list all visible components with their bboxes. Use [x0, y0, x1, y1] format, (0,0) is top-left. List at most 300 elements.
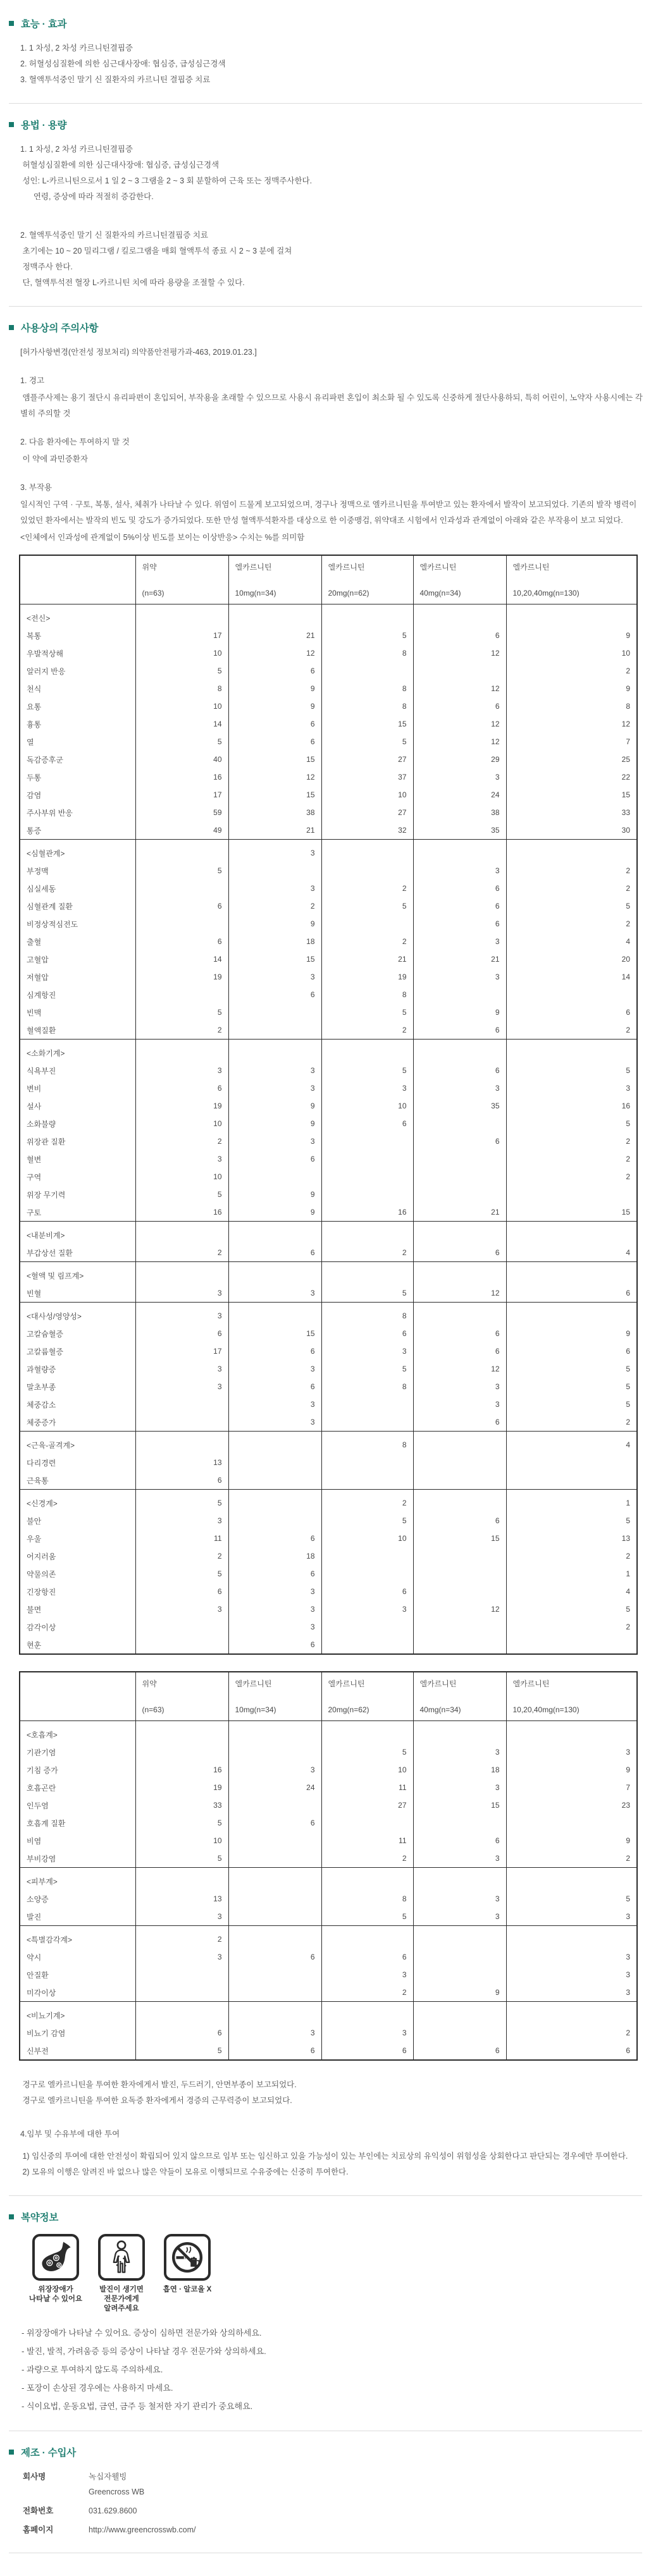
column-header-line: 엘카르니틴 — [419, 563, 457, 572]
value-cell: 23 — [506, 1796, 637, 1814]
value-cell: 6 — [228, 1244, 321, 1262]
value-cell — [321, 862, 413, 880]
row-label-cell: 다리경련 — [20, 1454, 135, 1471]
value-cell: 3 — [228, 1600, 321, 1618]
value-cell: 7 — [506, 733, 637, 751]
spacer — [9, 423, 643, 433]
value-cell: 11 — [321, 1832, 413, 1849]
value-cell — [135, 1432, 228, 1454]
value-cell: 6 — [413, 1413, 506, 1432]
value-cell: 10 — [321, 786, 413, 804]
value-cell: 6 — [228, 1378, 321, 1395]
value-cell: 19 — [135, 1779, 228, 1796]
adverse-reactions-table-2 — [19, 1671, 638, 2061]
row-label-cell: 어지러움 — [20, 1547, 135, 1565]
group-label-cell: <피부계> — [20, 1868, 135, 1891]
column-header-line: 엘카르니틴 — [328, 563, 365, 572]
phone-label: 전화번호 — [23, 2506, 54, 2515]
value-cell — [321, 1547, 413, 1565]
value-cell: 33 — [135, 1796, 228, 1814]
row-label-cell: 고칼륨혈증 — [20, 1342, 135, 1360]
value-cell: 10 — [321, 1761, 413, 1779]
value-cell: 35 — [413, 1097, 506, 1115]
value-cell — [413, 1454, 506, 1471]
table-row — [20, 1471, 637, 1490]
value-cell: 8 — [135, 680, 228, 697]
value-cell — [506, 1926, 637, 1949]
row-label-cell: 변비 — [20, 1079, 135, 1097]
value-cell: 19 — [135, 1097, 228, 1115]
table-row — [20, 1079, 637, 1097]
row-label-cell: 인두염 — [20, 1796, 135, 1814]
value-cell — [413, 1490, 506, 1512]
table-row — [20, 1832, 637, 1849]
table-header-row — [20, 555, 637, 604]
value-cell — [506, 1454, 637, 1471]
value-cell: 6 — [228, 1814, 321, 1832]
value-cell: 3 — [135, 1360, 228, 1378]
efficacy-list — [20, 40, 643, 88]
table-row — [20, 1360, 637, 1378]
table-row — [20, 1565, 637, 1583]
row-label-cell: 출혈 — [20, 933, 135, 950]
value-cell: 5 — [506, 1512, 637, 1530]
column-header-line: 엘카르니틴 — [419, 1679, 457, 1688]
value-cell: 9 — [506, 627, 637, 644]
value-cell — [413, 1432, 506, 1454]
value-cell: 15 — [228, 1325, 321, 1342]
value-cell: 11 — [321, 1779, 413, 1796]
value-cell: 17 — [135, 786, 228, 804]
value-cell: 5 — [135, 1565, 228, 1583]
value-cell: 6 — [321, 1325, 413, 1342]
value-cell: 3 — [228, 840, 321, 862]
value-cell: 19 — [321, 968, 413, 986]
row-label-cell: 말초부종 — [20, 1378, 135, 1395]
value-cell: 12 — [413, 1284, 506, 1303]
value-cell: 5 — [321, 1512, 413, 1530]
row-label-cell: 구토 — [20, 1203, 135, 1222]
value-cell: 6 — [321, 1115, 413, 1132]
value-cell: 5 — [135, 1849, 228, 1868]
table-row — [20, 1779, 637, 1796]
value-cell: 15 — [228, 786, 321, 804]
value-cell: 3 — [228, 1413, 321, 1432]
value-cell: 5 — [321, 1003, 413, 1021]
value-cell — [413, 1948, 506, 1966]
text-line: 1) 임신중의 투여에 대한 안전성이 확립되어 있지 않으므로 임부 또는 임신하고 있을 가능성이 있는 부인에는 치료상의 유익성이 위험성을 상회한다고 판단되는 경우에만 투여한다. — [20, 2152, 628, 2161]
text-line: 초기에는 10 ~ 20 밀리그램 / 킬로그램을 매회 혈액투석 종료 시 2 ~ 3 분에 걸쳐 — [20, 247, 292, 255]
warning-title: 1. 경고 — [20, 376, 45, 385]
value-cell: 2 — [506, 915, 637, 933]
value-cell: 6 — [413, 627, 506, 644]
value-cell: 32 — [321, 821, 413, 840]
table-row — [20, 1021, 637, 1040]
value-cell: 3 — [135, 1303, 228, 1325]
value-cell: 2 — [506, 1021, 637, 1040]
value-cell — [135, 1040, 228, 1062]
value-cell: 2 — [506, 1168, 637, 1186]
value-cell: 3 — [321, 2024, 413, 2042]
rash-alert-icon — [98, 2234, 145, 2281]
text-line: 1. 1 차성, 2 차성 카르니틴결핍증 — [20, 44, 133, 52]
table-row — [20, 715, 637, 733]
value-cell: 37 — [321, 768, 413, 786]
value-cell: 4 — [506, 1432, 637, 1454]
row-label-cell: 심혈관계 질환 — [20, 897, 135, 915]
section-heading-precautions — [9, 321, 643, 334]
table-group-row — [20, 1926, 637, 1949]
adverse-reactions-table-1 — [19, 555, 638, 1655]
row-label-cell: 비뇨기 감염 — [20, 2024, 135, 2042]
section-heading-medication-info — [9, 2210, 643, 2224]
value-cell — [228, 1984, 321, 2002]
text-line: - 식이요법, 운동요법, 금연, 금주 등 철저한 자기 관리가 중요해요. — [22, 2401, 253, 2411]
value-cell — [413, 1721, 506, 1744]
value-cell: 20 — [506, 950, 637, 968]
table-row — [20, 821, 637, 840]
table-group-row — [20, 1222, 637, 1244]
row-label-cell: 근육통 — [20, 1471, 135, 1490]
value-cell — [413, 1150, 506, 1168]
section-heading-manufacturer — [9, 2445, 643, 2459]
adverse-text: 일시적인 구역 · 구토, 복통, 설사, 체취가 나타날 수 있다. 위염이 드물게 보고되었으며, 경구나 정맥으로 엘카르니틴을 투여받고 있는 환자에서 발작이 보고되었다. 기존의 발작 병력이 있었던 환자에서는 발작의 빈도 및 강도가 증가되었다. 또한 만성 혈액투석환자를 대상으로 한 이중맹검, 위약대조 시험에서 인과성과 관계없이 아래와 같은 부작용이 보고 되었다. — [20, 500, 639, 525]
value-cell: 6 — [228, 733, 321, 751]
row-label-cell: 신부전 — [20, 2042, 135, 2060]
value-cell — [135, 840, 228, 862]
table-row — [20, 1062, 637, 1079]
table-row — [20, 1454, 637, 1471]
section-title: 사용상의 주의사항 — [21, 323, 99, 334]
homepage-url: http://www.greencrosswb.com/ — [89, 2525, 196, 2534]
section-title: 제조 · 수입사 — [21, 2448, 77, 2458]
text-line: - 위장장애가 나타날 수 있어요. 증상이 심하면 전문가와 상의하세요. — [22, 2328, 262, 2338]
text-line: 흡연 · 알코올 X — [163, 2286, 212, 2293]
value-cell: 6 — [413, 897, 506, 915]
table-row — [20, 862, 637, 880]
value-cell: 5 — [506, 1395, 637, 1413]
value-cell: 6 — [135, 1325, 228, 1342]
column-header-line — [27, 561, 129, 570]
value-cell: 16 — [135, 768, 228, 786]
value-cell — [228, 1168, 321, 1186]
value-cell — [321, 1186, 413, 1203]
column-header-line: 10mg(n=34) — [235, 1705, 276, 1714]
spacer — [9, 469, 643, 479]
value-cell: 3 — [413, 1779, 506, 1796]
value-cell — [135, 1721, 228, 1744]
value-cell — [321, 915, 413, 933]
value-cell — [228, 1303, 321, 1325]
row-label-cell: 현훈 — [20, 1636, 135, 1654]
spacer — [9, 2061, 643, 2071]
value-cell — [228, 1721, 321, 1744]
value-cell — [506, 1222, 637, 1244]
row-label-cell: 고칼슘혈증 — [20, 1325, 135, 1342]
column-header-cell — [413, 555, 506, 604]
row-label-cell: 위장관 질환 — [20, 1132, 135, 1150]
value-cell: 3 — [228, 2024, 321, 2042]
value-cell: 12 — [413, 1360, 506, 1378]
no-smoking-alcohol-icon — [164, 2234, 211, 2281]
table-row — [20, 1814, 637, 1832]
value-cell: 6 — [228, 1565, 321, 1583]
table-row — [20, 804, 637, 821]
section-divider — [9, 2195, 642, 2196]
value-cell: 16 — [135, 1761, 228, 1779]
value-cell: 5 — [135, 2042, 228, 2060]
value-cell: 6 — [413, 697, 506, 715]
column-header-line: 위약 — [142, 563, 157, 572]
table-row — [20, 680, 637, 697]
row-label-cell: 빈혈 — [20, 1284, 135, 1303]
value-cell: 9 — [506, 680, 637, 697]
value-cell — [321, 1222, 413, 1244]
column-header-cell — [135, 555, 228, 604]
value-cell: 2 — [506, 1413, 637, 1432]
value-cell: 12 — [413, 715, 506, 733]
value-cell — [228, 1490, 321, 1512]
value-cell — [413, 1471, 506, 1490]
column-header-line: 엘카르니틴 — [235, 563, 272, 572]
value-cell: 5 — [321, 1360, 413, 1378]
table-group-row — [20, 1303, 637, 1325]
column-header-line: 엘카르니틴 — [512, 563, 550, 572]
column-header-cell — [228, 1672, 321, 1721]
value-cell: 2 — [228, 897, 321, 915]
table-row — [20, 786, 637, 804]
company-name-value — [89, 2469, 144, 2499]
value-cell: 6 — [228, 2042, 321, 2060]
row-label-cell: 기관기염 — [20, 1743, 135, 1761]
value-cell — [228, 1908, 321, 1926]
value-cell — [506, 840, 637, 862]
value-cell: 5 — [135, 1814, 228, 1832]
column-header-line: 엘카르니틴 — [235, 1679, 272, 1688]
value-cell: 3 — [413, 862, 506, 880]
value-cell: 6 — [135, 897, 228, 915]
value-cell — [321, 1168, 413, 1186]
value-cell: 6 — [413, 880, 506, 897]
value-cell: 6 — [135, 1079, 228, 1097]
value-cell: 5 — [321, 1743, 413, 1761]
value-cell: 3 — [135, 1062, 228, 1079]
value-cell — [413, 2024, 506, 2042]
row-label-cell: 소화불량 — [20, 1115, 135, 1132]
value-cell — [413, 662, 506, 680]
value-cell: 4 — [506, 933, 637, 950]
value-cell — [413, 2002, 506, 2025]
value-cell: 12 — [413, 644, 506, 662]
table-group-row — [20, 1432, 637, 1454]
value-cell: 3 — [228, 1583, 321, 1600]
value-cell — [135, 1868, 228, 1891]
column-header-line: 40mg(n=34) — [419, 589, 461, 598]
pictogram-row — [25, 2234, 643, 2314]
text-line: 2. 혈액투석중인 말기 신 질환자의 카르니틴결핍증 치료 — [20, 231, 208, 240]
value-cell: 17 — [135, 1342, 228, 1360]
row-label-cell: 두통 — [20, 768, 135, 786]
value-cell: 3 — [228, 1132, 321, 1150]
value-cell — [135, 1395, 228, 1413]
value-cell — [321, 1413, 413, 1432]
row-label-cell: 열 — [20, 733, 135, 751]
table-row — [20, 950, 637, 968]
value-cell: 29 — [413, 751, 506, 768]
value-cell: 27 — [321, 751, 413, 768]
row-label-cell: 우발적상해 — [20, 644, 135, 662]
table-row — [20, 697, 637, 715]
table-row — [20, 627, 637, 644]
spacer — [9, 362, 643, 372]
value-cell: 10 — [135, 644, 228, 662]
table-header-row — [20, 1672, 637, 1721]
value-cell: 6 — [228, 1150, 321, 1168]
value-cell: 2 — [135, 1547, 228, 1565]
value-cell — [135, 604, 228, 627]
table-row — [20, 1761, 637, 1779]
value-cell: 5 — [506, 897, 637, 915]
value-cell: 3 — [228, 1395, 321, 1413]
value-cell: 14 — [135, 715, 228, 733]
value-cell — [228, 604, 321, 627]
value-cell: 5 — [135, 733, 228, 751]
value-cell: 5 — [321, 897, 413, 915]
value-cell: 3 — [413, 933, 506, 950]
manufacturer-row-phone — [23, 2503, 643, 2518]
value-cell: 9 — [506, 1325, 637, 1342]
row-label-cell: 심계항진 — [20, 986, 135, 1003]
value-cell — [135, 1413, 228, 1432]
table-group-row — [20, 1721, 637, 1744]
value-cell: 3 — [413, 1743, 506, 1761]
value-cell: 3 — [228, 880, 321, 897]
column-header-line: 10,20,40mg(n=130) — [512, 589, 580, 598]
value-cell — [228, 1003, 321, 1021]
section-heading-efficacy — [9, 16, 643, 30]
value-cell: 10 — [506, 644, 637, 662]
value-cell — [506, 604, 637, 627]
group-label-cell: <근육-골격계> — [20, 1432, 135, 1454]
value-cell: 15 — [321, 715, 413, 733]
value-cell — [228, 1454, 321, 1471]
value-cell: 2 — [135, 1132, 228, 1150]
value-cell: 6 — [228, 1530, 321, 1547]
table-row — [20, 1512, 637, 1530]
value-cell: 12 — [413, 680, 506, 697]
value-cell: 6 — [135, 1471, 228, 1490]
row-label-cell: 체중증가 — [20, 1413, 135, 1432]
value-cell: 2 — [506, 862, 637, 880]
table-row — [20, 662, 637, 680]
value-cell: 6 — [413, 1132, 506, 1150]
value-cell — [413, 1868, 506, 1891]
text-line: 위장장애가 — [38, 2286, 73, 2293]
value-cell — [413, 1115, 506, 1132]
value-cell: 3 — [228, 968, 321, 986]
row-label-cell: 요통 — [20, 697, 135, 715]
value-cell — [135, 1222, 228, 1244]
value-cell — [321, 1636, 413, 1654]
value-cell: 16 — [506, 1097, 637, 1115]
value-cell: 5 — [506, 1360, 637, 1378]
value-cell: 6 — [321, 1948, 413, 1966]
column-header-line: 20mg(n=62) — [328, 589, 369, 598]
value-cell: 6 — [228, 986, 321, 1003]
text-line: 발진이 생기면 — [99, 2286, 144, 2293]
value-cell: 6 — [413, 2042, 506, 2060]
table-row — [20, 751, 637, 768]
value-cell — [413, 1565, 506, 1583]
value-cell: 13 — [135, 1890, 228, 1908]
table-row — [20, 1743, 637, 1761]
table-row — [20, 1984, 637, 2002]
value-cell: 6 — [135, 2024, 228, 2042]
value-cell: 6 — [413, 1342, 506, 1360]
value-cell: 38 — [413, 804, 506, 821]
value-cell: 6 — [135, 933, 228, 950]
value-cell: 10 — [321, 1530, 413, 1547]
table-row — [20, 1378, 637, 1395]
value-cell: 3 — [506, 1966, 637, 1984]
table-row — [20, 1849, 637, 1868]
section-divider — [9, 306, 642, 307]
value-cell: 1 — [506, 1490, 637, 1512]
table-row — [20, 1618, 637, 1636]
column-header-line — [27, 1678, 129, 1687]
manufacturer-row-company — [23, 2469, 643, 2499]
value-cell — [321, 1395, 413, 1413]
value-cell — [506, 1186, 637, 1203]
value-cell — [321, 1926, 413, 1949]
row-label-cell: 저혈압 — [20, 968, 135, 986]
table-group-row — [20, 1490, 637, 1512]
table-row — [20, 1325, 637, 1342]
table-row — [20, 1284, 637, 1303]
value-cell — [321, 1150, 413, 1168]
section-title: 효능 · 효과 — [21, 19, 67, 30]
value-cell: 2 — [135, 1021, 228, 1040]
text-line: 경구로 엘카르니틴을 투여한 환자에게서 발진, 두드러기, 안면부종이 보고되었다. — [20, 2080, 297, 2089]
manufacturer-info — [23, 2469, 643, 2537]
table-row — [20, 1890, 637, 1908]
value-cell: 5 — [321, 1284, 413, 1303]
row-label-cell: 약물의존 — [20, 1565, 135, 1583]
row-label-cell: 천식 — [20, 680, 135, 697]
revision-note: [허가사항변경(안전성 정보처리) 의약품안전평가과-463, 2019.01.23.] — [20, 348, 257, 357]
value-cell: 2 — [321, 1244, 413, 1262]
value-cell: 6 — [228, 662, 321, 680]
value-cell: 21 — [321, 950, 413, 968]
value-cell — [228, 1512, 321, 1530]
value-cell: 18 — [228, 1547, 321, 1565]
value-cell: 2 — [321, 1849, 413, 1868]
value-cell — [321, 1040, 413, 1062]
table-row — [20, 1132, 637, 1150]
table-row — [20, 1186, 637, 1203]
table-row — [20, 1600, 637, 1618]
text-line: 2. 허혈성심질환에 의한 심근대사장애: 협심증, 급성심근경색 — [20, 59, 226, 68]
value-cell: 3 — [321, 1966, 413, 1984]
post-table-notes — [20, 2077, 643, 2109]
value-cell: 8 — [506, 697, 637, 715]
group-label-cell: <대사성/영양성> — [20, 1303, 135, 1325]
value-cell — [413, 1966, 506, 1984]
value-cell — [135, 1262, 228, 1285]
column-header-line: 10,20,40mg(n=130) — [512, 1705, 580, 1714]
adverse-title: 3. 부작용 — [20, 483, 53, 492]
value-cell: 3 — [321, 1342, 413, 1360]
